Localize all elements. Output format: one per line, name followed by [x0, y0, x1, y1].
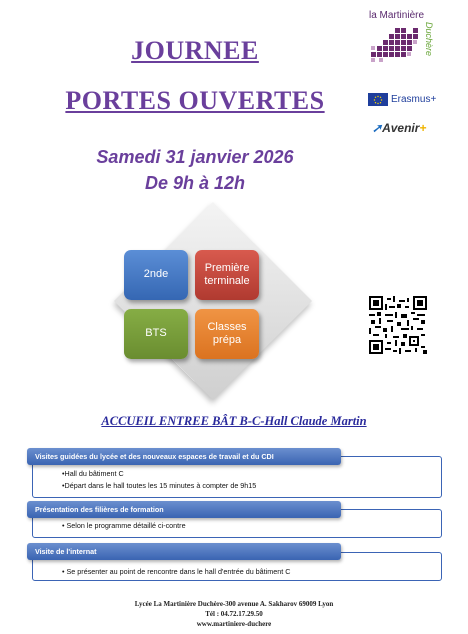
martiniere-logo-sub: Duchère [424, 22, 434, 57]
avenir-plus: + [419, 121, 427, 135]
section-visites-heading: Visites guidées du lycée et des nouveaux espaces de travail et du CDI [27, 448, 341, 465]
title-line-2: PORTES OUVERTES [65, 86, 325, 115]
section-internat-heading: Visite de l'internat [27, 543, 341, 560]
tile-bts: BTS [124, 309, 188, 359]
avenir-logo [372, 121, 426, 135]
section-filieres-heading: Présentation des filières de formation [27, 501, 341, 518]
footer-address: Lycée La Martinière Duchère-300 avenue A. Sakharov 69009 Lyon [134, 600, 334, 608]
section-visites-item: •Départ dans le hall toutes les 15 minutes à compter de 9h15 [62, 481, 257, 490]
section-visites-item: •Hall du bâtiment C [62, 469, 124, 478]
title-line-1: JOURNEE [131, 36, 259, 65]
tile-premiere-terminale: Première terminale [195, 250, 259, 300]
martiniere-logo-name: la Martinière [369, 10, 425, 21]
tile-2nde: 2nde [124, 250, 188, 300]
diagram-diamond-background [114, 202, 312, 400]
martiniere-logo-icon [369, 24, 423, 64]
event-hours: De 9h à 12h [144, 173, 246, 193]
qr-code-icon[interactable] [369, 296, 427, 354]
footer-tel: Tél : 04.72.17.29.50 [205, 610, 263, 618]
avenir-arrow-icon: ➚ [372, 121, 383, 135]
accueil-heading: ACCUEIL ENTREE BÂT B-C-Hall Claude Martin [101, 414, 367, 428]
erasmus-label: Erasmus+ [391, 94, 437, 105]
event-date: Samedi 31 janvier 2026 [96, 147, 294, 167]
section-internat-item: • Se présenter au point de rencontre dans le hall d'entrée du bâtiment C [62, 567, 291, 576]
avenir-label: Avenir [382, 121, 420, 135]
erasmus-logo [368, 93, 436, 106]
tile-classes-prepa: Classes prépa [195, 309, 259, 359]
eu-flag-icon [368, 93, 388, 106]
footer-website[interactable]: www.martiniere-duchere [196, 620, 272, 628]
section-filieres-item: • Selon le programme détaillé ci-contre [62, 521, 186, 530]
